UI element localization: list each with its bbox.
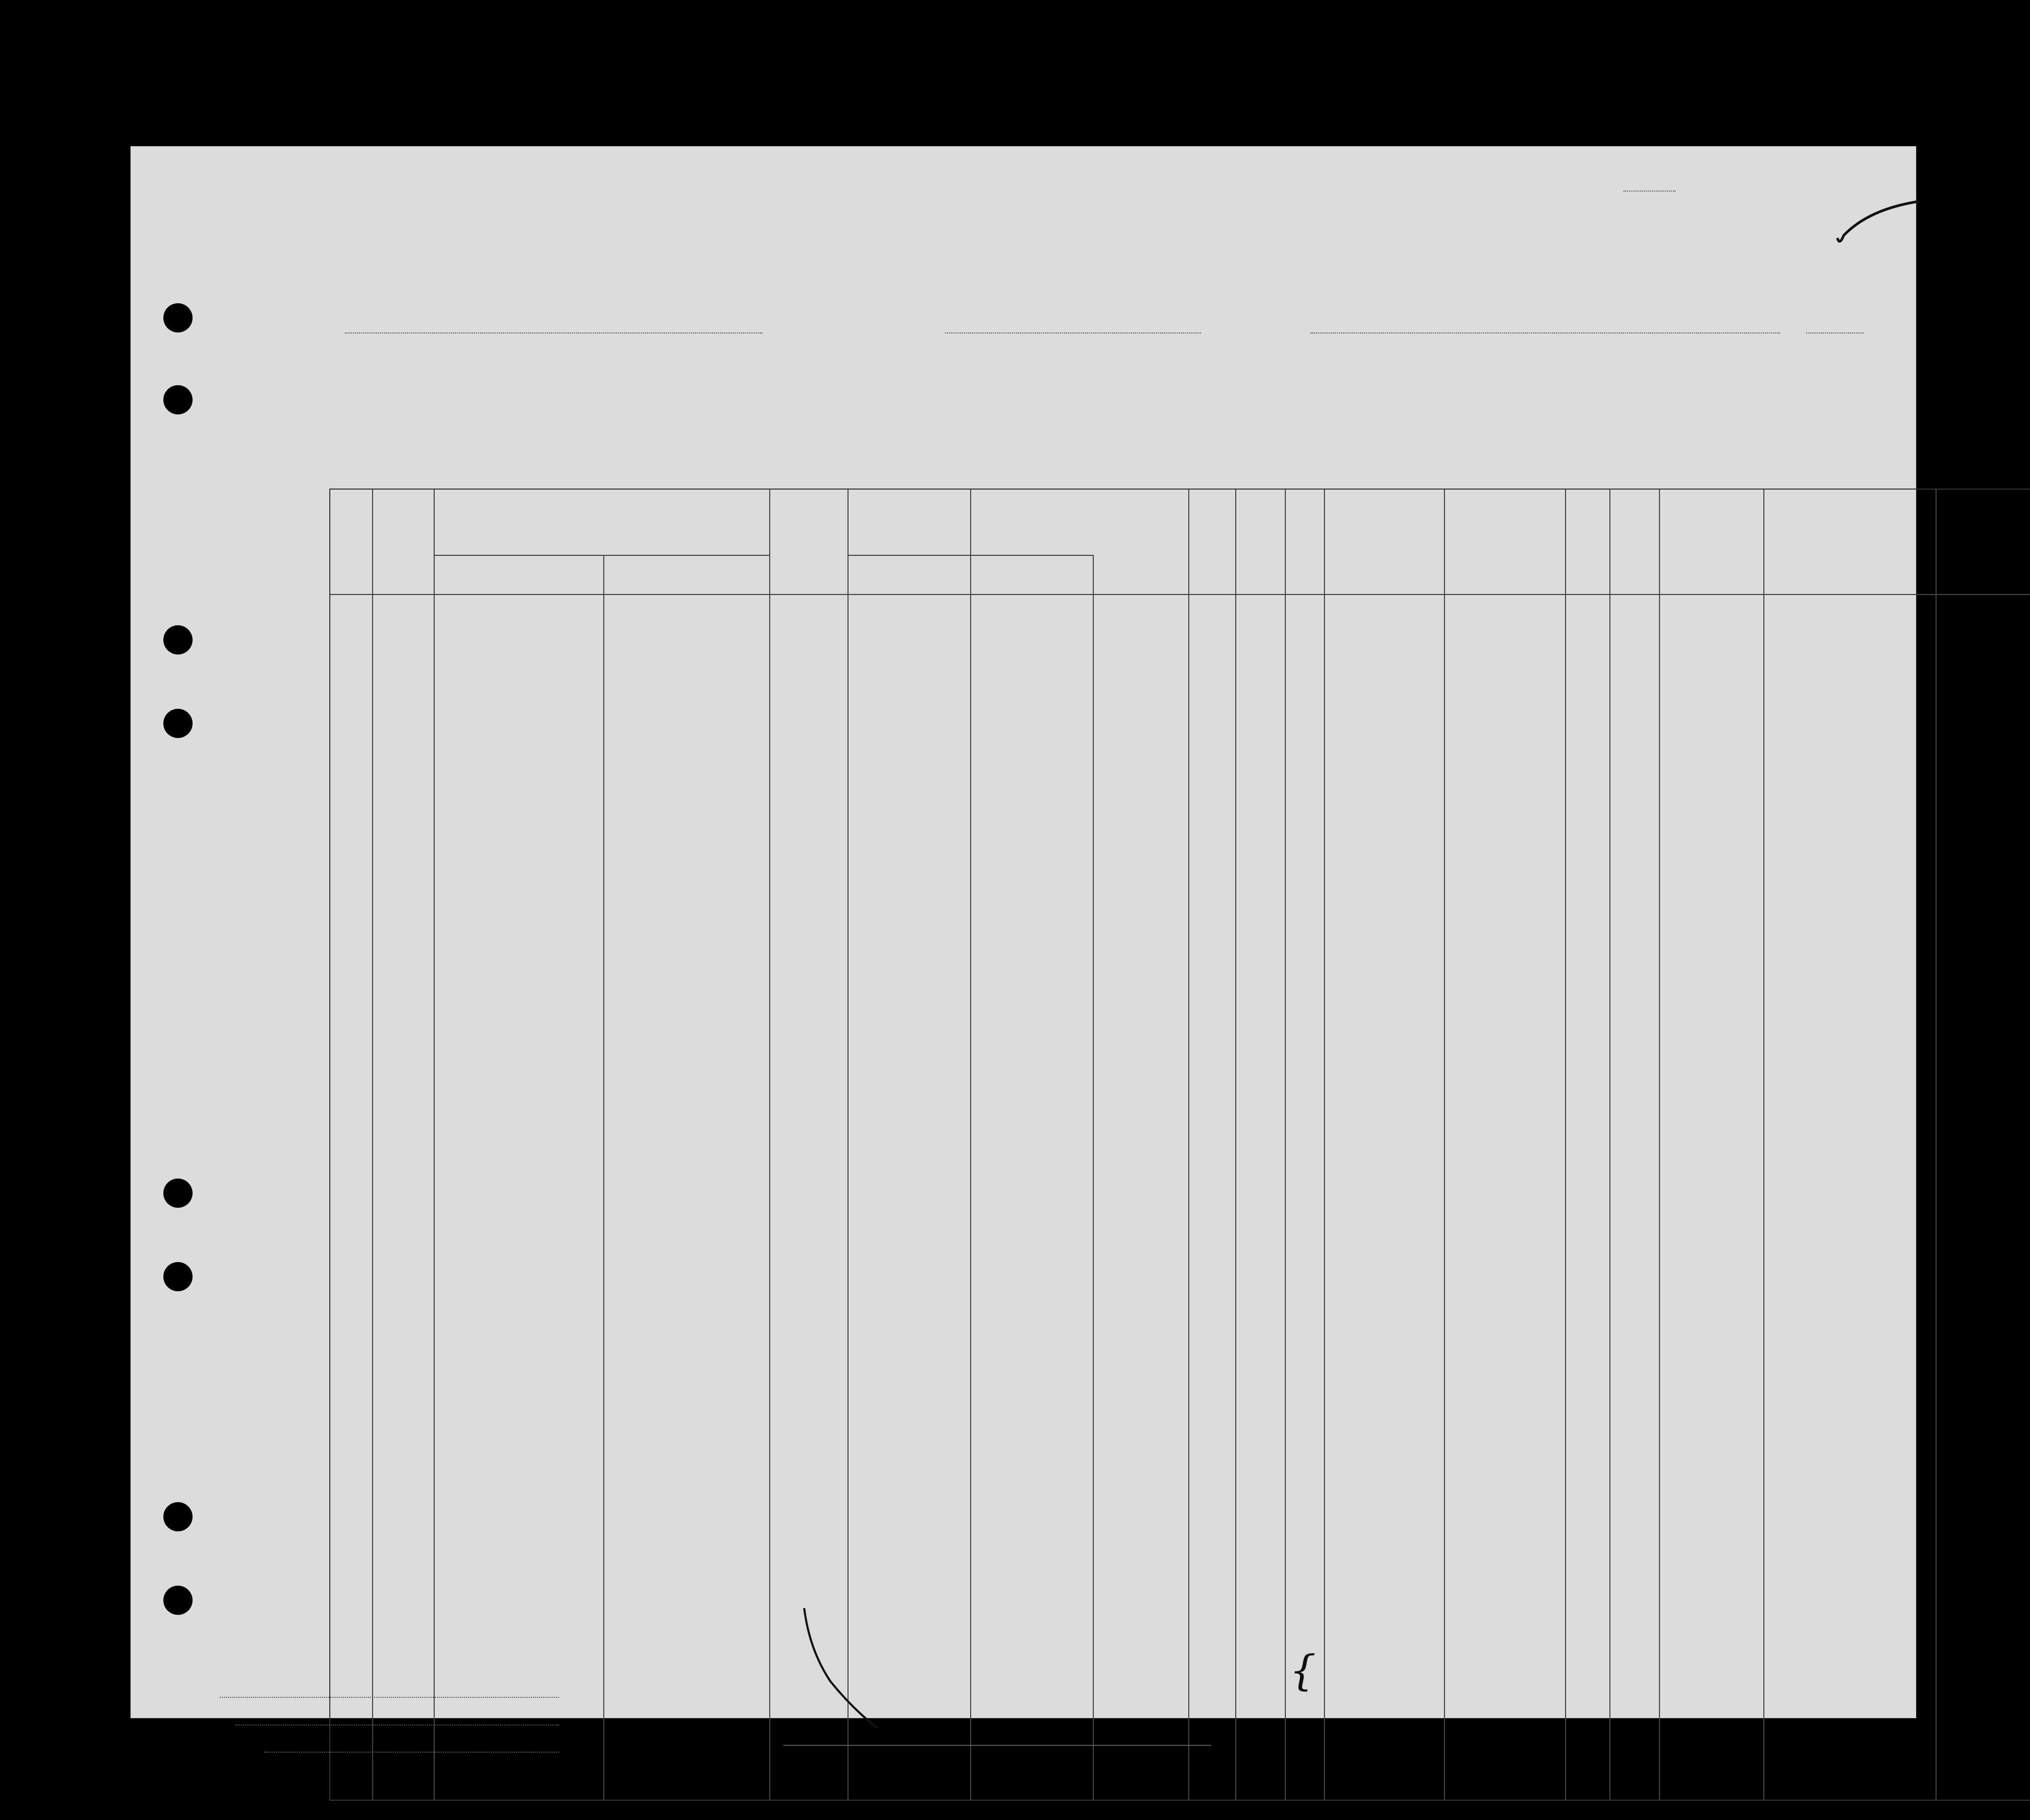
column-divider bbox=[1659, 490, 1660, 1800]
crew-brace: { bbox=[1289, 1646, 1316, 1695]
signature-underline bbox=[783, 1745, 1211, 1746]
owners-underline bbox=[235, 1724, 559, 1726]
column-divider bbox=[1235, 490, 1236, 1800]
binder-hole bbox=[163, 709, 193, 738]
manifest-sheet bbox=[130, 146, 1916, 1718]
column-divider bbox=[1444, 490, 1445, 1800]
column-divider bbox=[769, 490, 770, 1800]
vessel-underline bbox=[345, 332, 762, 334]
binder-hole bbox=[163, 625, 193, 655]
subheader-divider bbox=[434, 555, 769, 556]
binder-hole bbox=[163, 1179, 193, 1208]
column-divider bbox=[1324, 490, 1325, 1800]
column-divider bbox=[970, 490, 971, 1800]
column-divider bbox=[1285, 490, 1286, 1800]
binder-hole bbox=[163, 1586, 193, 1615]
column-divider bbox=[1936, 490, 1937, 1800]
column-divider bbox=[1763, 490, 1764, 1800]
check-mark-icon bbox=[1832, 199, 1921, 246]
column-divider bbox=[1188, 490, 1189, 1800]
year-underline bbox=[1806, 332, 1864, 334]
column-divider bbox=[1565, 490, 1566, 1800]
subheader-divider bbox=[847, 555, 1093, 556]
column-divider bbox=[372, 490, 373, 1800]
line-underline bbox=[220, 1697, 559, 1698]
binder-hole bbox=[163, 1502, 193, 1531]
header-divider bbox=[330, 594, 2030, 595]
binder-hole bbox=[163, 1262, 193, 1291]
column-divider bbox=[1609, 490, 1610, 1800]
binder-hole bbox=[163, 385, 193, 414]
agents-underline bbox=[264, 1752, 559, 1753]
column-divider bbox=[434, 490, 435, 1800]
column-divider bbox=[1093, 555, 1094, 1800]
signature-stroke bbox=[799, 1603, 903, 1739]
arriving-underline bbox=[1310, 332, 1780, 334]
column-divider bbox=[603, 555, 604, 1800]
sheet-underline bbox=[1623, 191, 1676, 192]
sailing-underline bbox=[945, 332, 1201, 334]
manifest-table bbox=[329, 489, 2030, 1801]
binder-hole bbox=[163, 303, 193, 332]
